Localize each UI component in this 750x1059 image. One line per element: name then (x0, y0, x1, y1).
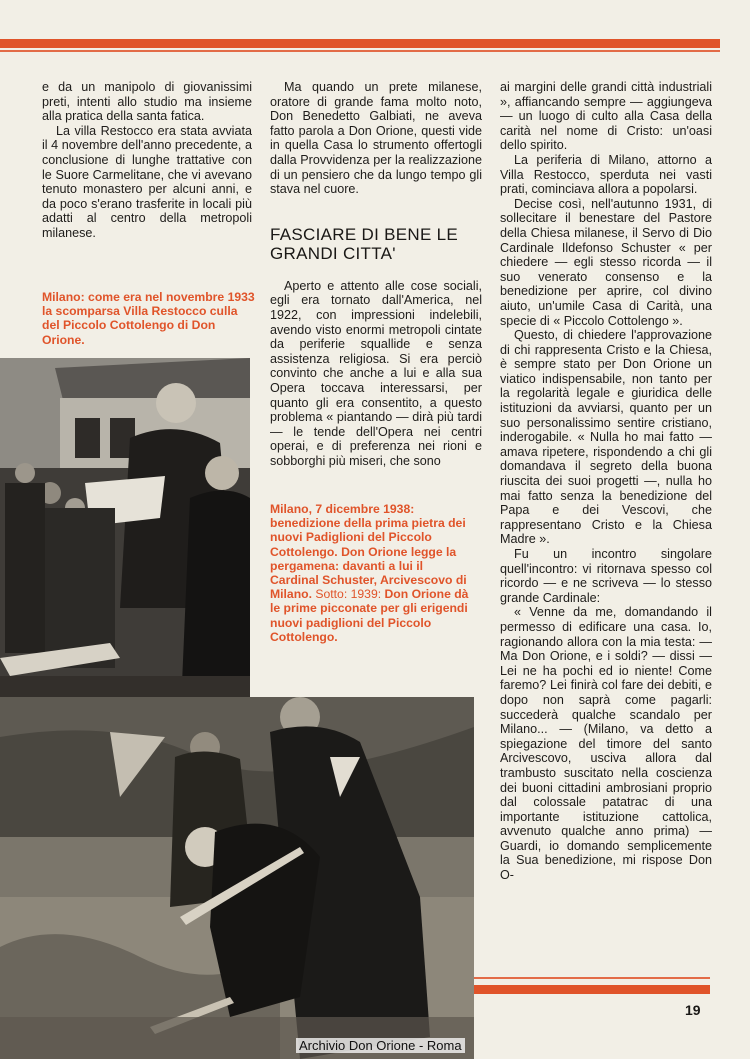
section-heading: FASCIARE DI BENE LE GRANDI CITTA' (270, 224, 459, 263)
col3-paragraph-2: La periferia di Milano, attorno a Villa Restocco, sperduta nei vasti prati, cominciava allora a popolarsi. (500, 152, 712, 197)
archive-watermark: Archivio Don Orione - Roma (296, 1038, 465, 1053)
photo-benediction-ceremony (0, 358, 250, 730)
caption2-main: Milano, 7 dicembre 1938: benedizione della prima pietra dei nuovi Padiglioni del Piccolo Cottolengo. Don Orione legge la pergamena: davanti a lui il Cardinal Schuster, Arcivescovo di Milano. (270, 502, 467, 602)
caption2-sotto: Sotto: 1939: (315, 587, 382, 602)
col3-paragraph-3: Decise così, nell'autunno 1931, di sollecitare il benestare del Pastore della Chiesa milanese, il Servo di Dio Cardinale Ildefonso Schuster « per chiedere — egli stesso ricorda — il suo venerato consenso e la benedizione per aprire, col divino aiuto, un'umile Casa di Carità, una specie di « Piccolo Cottolengo ». (500, 196, 712, 328)
top-rule (0, 39, 720, 48)
photo-groundbreaking (0, 697, 474, 1059)
column-3 (500, 80, 712, 883)
col3-paragraph-6: « Venne da me, domandando il permesso di edificare una casa. Io, ragionando allora con la mia testa: — Ma Don Orione, e i soldi? — dissi — Lei ne ha pochi ed io niente! Come faremo? Lei finirà col fare dei debiti, e dopo non saprà come pagarli: succederà qualche scandalo per Milano... — (Milano, va detto a spiegazione del timore del santo Arcivescovo, usciva allora dal trambusto suscitato nella coscienza dei buoni cittadini ambrosiani proprio dal colossale patatrac di una importante istituzione cattolica, avvenuto qualche anno prima) — Guardi, io domando semplicemente la Sua benedizione, mi rispose Don O- (500, 605, 712, 883)
col3-paragraph-4: Questo, di chiedere l'approvazione di chi rappresenta Cristo e la Chiesa, è sempre stato per Don Orione un viatico indispensabile, non tanto per la regolarità legale e giuridica delle istituzioni da avviarsi, quanto per un suo personalissimo sentire cristiano, inderogabile. « Nulla ho mai fatto — amava ripetere, rispondendo a chi gli domandava il segreto della buona riuscita dei suoi progetti —, nulla ho mai fatto senza la benedizione del Papa e dei Vescovi, che rappresentano Cristo e la Chiesa Madre ». (500, 328, 712, 547)
top-rule-thin (0, 50, 720, 52)
bottom-rule-thin (474, 977, 710, 979)
col1-paragraph-2: La villa Restocco era stata avviata il 4 novembre dell'anno precedente, a conclusione di lunghe trattative con le Suore Carmelitane, che vi avevano tenuto monastero per alcuni anni, e da poco s'erano trasferite in locali più adatti al centro della metropoli milanese. (42, 123, 252, 240)
col3-paragraph-5: Fu un incontro singolare quell'incontro: vi ritornava spesso col ricordo — e ne scriveva — lo stesso grande Cardinale: (500, 547, 712, 605)
photo-caption-villa-restocco: Milano: come era nel novembre 1933 la scomparsa Villa Restocco culla del Piccolo Cottolengo di Don Orione. (42, 290, 255, 347)
column-2 (270, 80, 482, 468)
caption2-rest: Don Orione dà le prime picconate per gli erigendi nuovi padiglioni del Piccolo Cottolengo. (270, 587, 469, 644)
photo-caption-benediction (270, 502, 470, 644)
col2-paragraph-1: Ma quando un prete milanese, oratore di grande fama molto noto, Don Benedetto Galbiati, ne aveva fatto parola a Don Orione, questi vide in quella Casa lo strumento offertogli dalla Provvidenza per la realizzazione di un pensiero che da lungo tempo gli stava nel cuore. (270, 80, 482, 197)
page-number: 19 (685, 1002, 701, 1018)
col3-paragraph-1: ai margini delle grandi città industriali », affiancando sempre — aggiungeva — un luogo di culto alla Casa della carità nel nome di Cristo: un'oasi dello spirito. (500, 80, 712, 153)
col2-paragraph-2: Aperto e attento alle cose sociali, egli era tornato dall'America, nel 1922, con impressioni indelebili, avendo visto enormi metropoli cintate da periferie squallide e senza assistenza religiosa. Si era perciò convinto che anche a lui e alla sua Opera toccava interessarsi, per quanto gli era consentito, a questo problema « piantando — dirà più tardi — le tende dell'Opera nei centri operai, e di preferenza nei rioni e sobborghi più miseri, che sono (270, 278, 482, 468)
col1-paragraph-1: e da un manipolo di giovanissimi preti, intenti allo studio ma insieme alla pratica della santa fatica. (42, 80, 252, 124)
column-1 (42, 80, 252, 241)
bottom-rule (474, 985, 710, 994)
